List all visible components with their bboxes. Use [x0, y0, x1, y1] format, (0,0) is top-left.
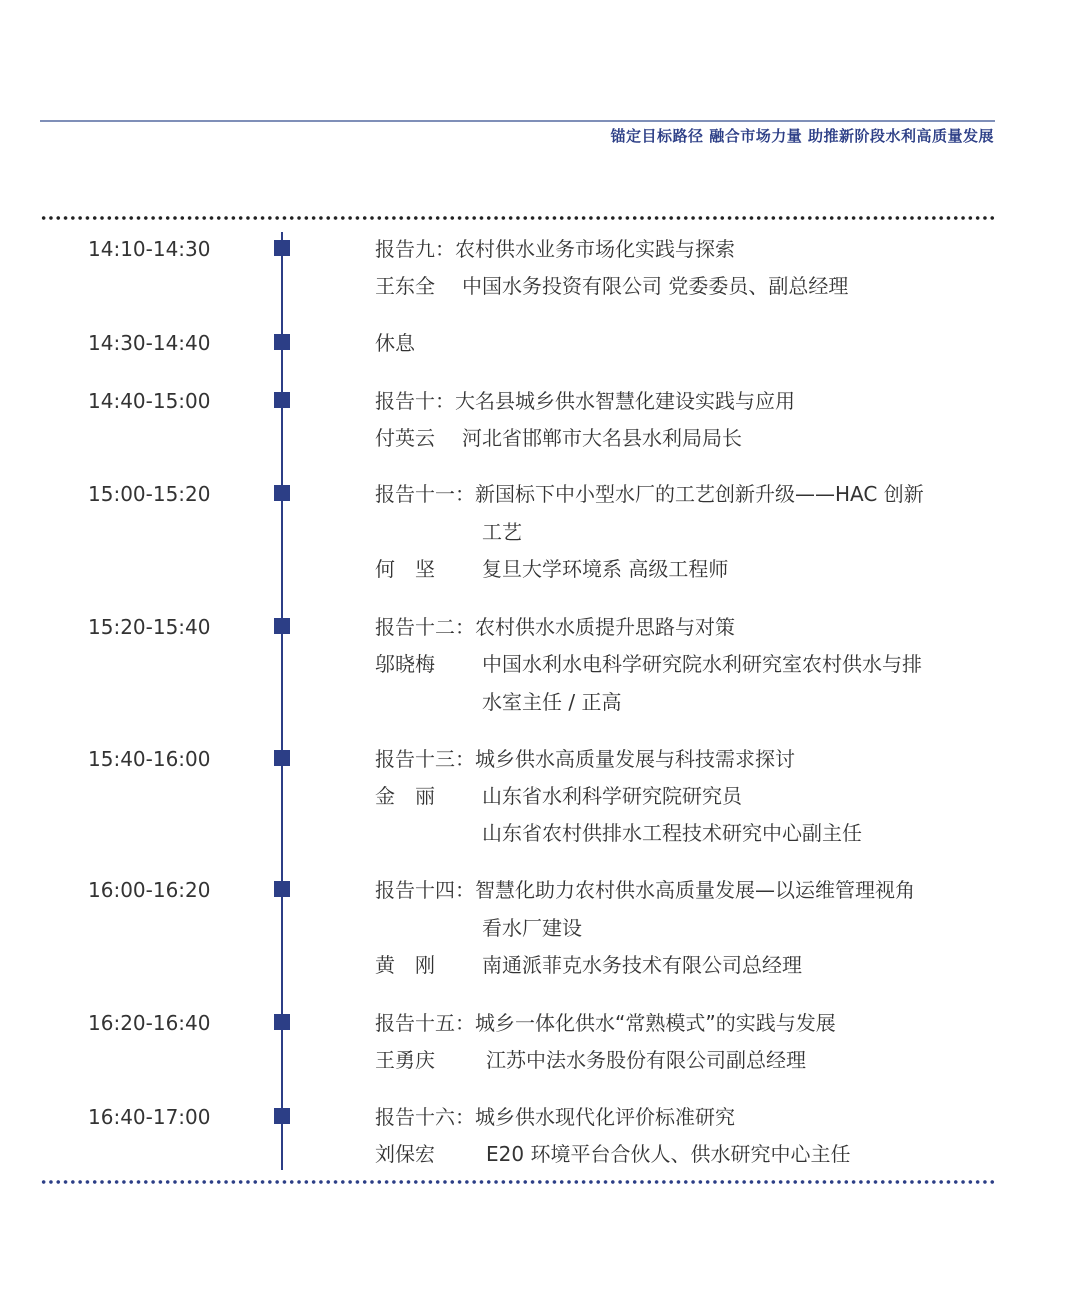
timeline-marker — [274, 881, 290, 897]
speaker-affiliation: E20 环境平台合伙人、供水研究中心主任 — [486, 1142, 851, 1166]
timeline-marker — [274, 240, 290, 256]
report-title-line — [375, 480, 924, 508]
speaker-affiliation-continued: 山东省农村供排水工程技术研究中心副主任 — [482, 821, 862, 845]
dotted-divider-top — [40, 216, 995, 220]
break-label: 休息 — [375, 331, 415, 355]
speaker-line — [375, 424, 742, 452]
speaker-line — [375, 1140, 850, 1168]
report-title: 城乡一体化供水“常熟模式”的实践与发展 — [475, 1011, 836, 1035]
time-slot: 14:40-15:00 — [88, 389, 211, 413]
speaker-name: 邬晓梅 — [375, 652, 435, 676]
speaker-name: 刘保宏 — [375, 1142, 435, 1166]
report-title-line — [375, 745, 795, 773]
speaker-line — [375, 782, 742, 810]
report-title: 农村供水业务市场化实践与探索 — [455, 237, 735, 261]
timeline-marker — [274, 618, 290, 634]
speaker-affiliation-continued: 水室主任 / 正高 — [482, 690, 622, 714]
report-title-line — [375, 387, 795, 415]
time-slot: 16:20-16:40 — [88, 1011, 211, 1035]
report-title-continued: 工艺 — [482, 520, 522, 544]
speaker-name: 王勇庆 — [375, 1048, 435, 1072]
timeline-marker — [274, 1014, 290, 1030]
speaker-line — [375, 951, 802, 979]
time-slot: 16:00-16:20 — [88, 878, 211, 902]
time-slot: 16:40-17:00 — [88, 1105, 211, 1129]
speaker-affiliation: 河北省邯郸市大名县水利局局长 — [462, 426, 742, 450]
report-title-line — [375, 613, 735, 641]
report-number: 报告十： — [375, 389, 455, 413]
speaker-affiliation: 中国水利水电科学研究院水利研究室农村供水与排 — [482, 652, 922, 676]
report-number: 报告十五： — [375, 1011, 475, 1035]
report-number: 报告十三： — [375, 747, 475, 771]
speaker-affiliation: 江苏中法水务股份有限公司副总经理 — [486, 1048, 806, 1072]
report-number: 报告九： — [375, 237, 455, 261]
report-title: 城乡供水现代化评价标准研究 — [475, 1105, 735, 1129]
speaker-name: 王东全 — [375, 274, 435, 298]
report-title: 农村供水水质提升思路与对策 — [475, 615, 735, 639]
timeline-marker — [274, 392, 290, 408]
report-number: 报告十四： — [375, 878, 475, 902]
report-title-line — [375, 1103, 735, 1131]
report-number: 报告十六： — [375, 1105, 475, 1129]
time-slot: 15:40-16:00 — [88, 747, 211, 771]
report-title-line — [375, 235, 735, 263]
speaker-name: 金 丽 — [375, 784, 435, 808]
dotted-divider-bottom — [40, 1180, 995, 1184]
time-slot: 15:20-15:40 — [88, 615, 211, 639]
timeline-marker — [274, 334, 290, 350]
header-slogan: 锚定目标路径 融合市场力量 助推新阶段水利高质量发展 — [610, 127, 994, 145]
report-title-line — [375, 876, 915, 904]
header-rule — [40, 120, 995, 122]
report-title: 城乡供水高质量发展与科技需求探讨 — [475, 747, 795, 771]
timeline-marker — [274, 485, 290, 501]
timeline-marker — [274, 1108, 290, 1124]
speaker-affiliation: 中国水务投资有限公司 党委委员、副总经理 — [462, 274, 849, 298]
report-number: 报告十二： — [375, 615, 475, 639]
report-title-line — [375, 1009, 836, 1037]
speaker-affiliation: 复旦大学环境系 高级工程师 — [482, 557, 729, 581]
speaker-line — [375, 272, 848, 300]
report-title: 智慧化助力农村供水高质量发展—以运维管理视角 — [475, 878, 915, 902]
speaker-name: 黄 刚 — [375, 953, 435, 977]
speaker-name: 付英云 — [375, 426, 435, 450]
speaker-line — [375, 555, 728, 583]
time-slot: 14:10-14:30 — [88, 237, 211, 261]
report-title-continued: 看水厂建设 — [482, 916, 582, 940]
report-title: 大名县城乡供水智慧化建设实践与应用 — [455, 389, 795, 413]
speaker-line — [375, 1046, 806, 1074]
report-title: 新国标下中小型水厂的工艺创新升级——HAC 创新 — [475, 482, 924, 506]
time-slot: 15:00-15:20 — [88, 482, 211, 506]
speaker-affiliation: 南通派菲克水务技术有限公司总经理 — [482, 953, 802, 977]
report-number: 报告十一： — [375, 482, 475, 506]
speaker-affiliation: 山东省水利科学研究院研究员 — [482, 784, 742, 808]
speaker-line — [375, 650, 922, 678]
time-slot: 14:30-14:40 — [88, 331, 211, 355]
speaker-name: 何 坚 — [375, 557, 435, 581]
timeline-marker — [274, 750, 290, 766]
